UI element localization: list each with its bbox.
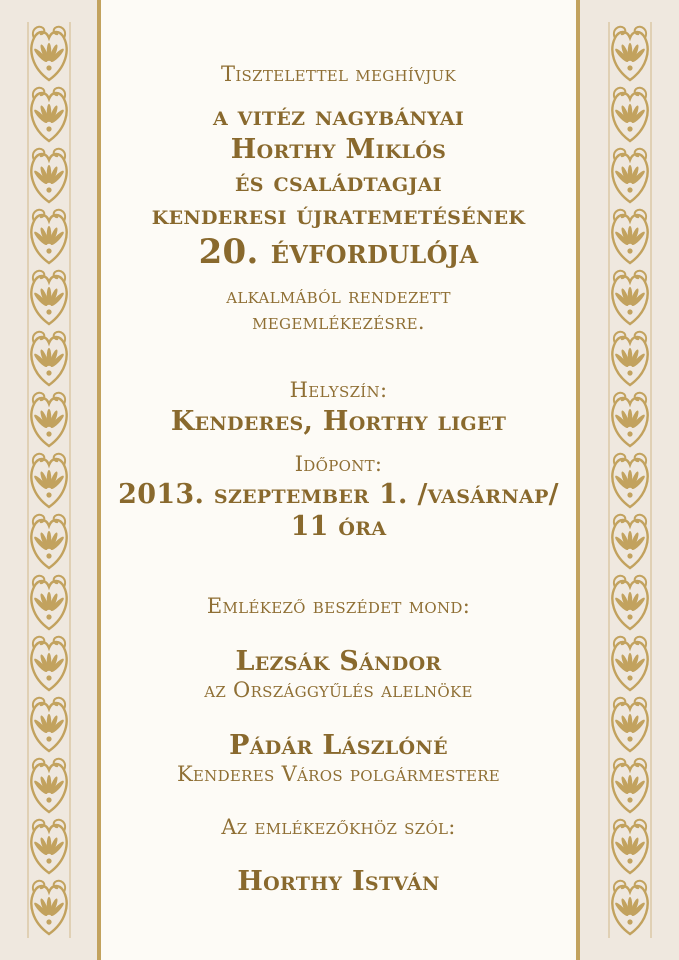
- venue-value: Kenderes, Horthy liget: [170, 406, 507, 437]
- time-label: Időpont:: [294, 452, 383, 476]
- address-label: Az emlékezőkhöz szól:: [221, 815, 456, 839]
- occasion-line-2: megemlékezésre.: [252, 310, 425, 334]
- anniversary-heading: 20. évfordulója: [198, 232, 479, 272]
- date-value: 2013. szeptember 1. /vasárnap/: [118, 479, 559, 510]
- title-line-3: és családtagjai: [235, 167, 442, 198]
- intro-line: Tisztelettel meghívjuk: [221, 62, 456, 86]
- speaker-2-name: Pádár Lászlóné: [229, 730, 448, 761]
- title-line-4: kenderesi újratemetésének: [151, 200, 526, 231]
- invitation-text: [101, 0, 576, 960]
- hour-value: 11 óra: [290, 511, 387, 542]
- venue-label: Helyszín:: [289, 378, 388, 402]
- right-palmette-border-icon: [607, 22, 653, 938]
- speaker-1-name: Lezsák Sándor: [235, 646, 442, 677]
- title-line-2: Horthy Miklós: [230, 134, 447, 165]
- speech-label: Emlékező beszédet mond:: [206, 594, 471, 618]
- occasion-line-1: alkalmából rendezett: [226, 284, 451, 308]
- address-speaker-name: Horthy István: [237, 866, 440, 897]
- speaker-2-role: Kenderes Város polgármestere: [176, 762, 501, 786]
- left-palmette-border-icon: [26, 22, 72, 938]
- speaker-1-role: az Országgyűlés alelnöke: [204, 678, 473, 702]
- right-gold-rule: [576, 0, 580, 960]
- title-line-1: a vitéz nagybányai: [212, 101, 465, 132]
